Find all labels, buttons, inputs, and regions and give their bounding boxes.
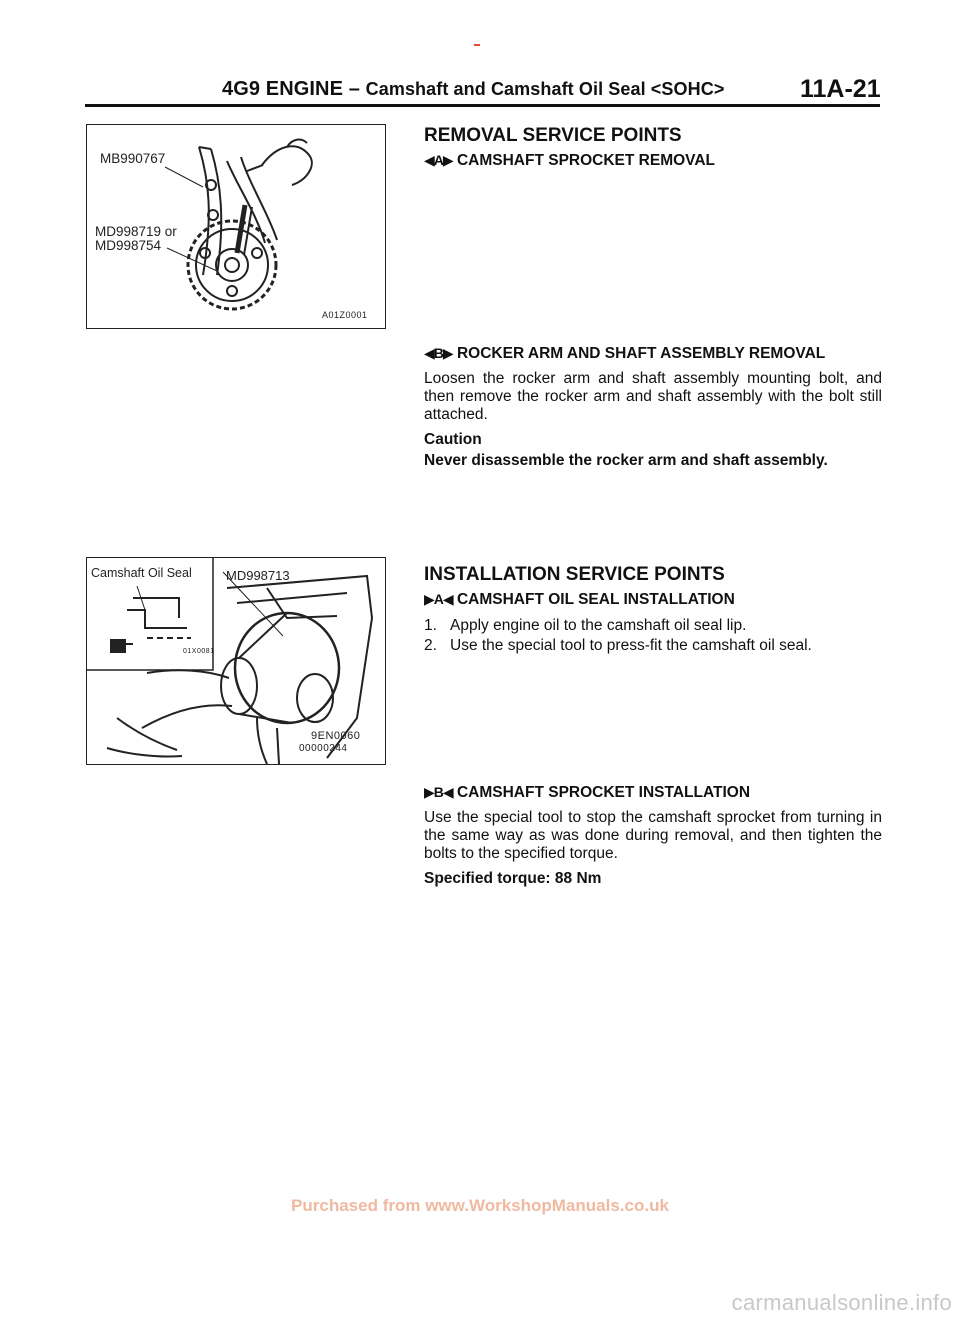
- site-watermark: carmanualsonline.info: [731, 1290, 952, 1315]
- specified-torque: Specified torque: 88 Nm: [424, 870, 602, 887]
- step-text: Use the special tool to press-fit the camshaft oil seal.: [450, 637, 812, 654]
- installation-step: [424, 617, 746, 635]
- installation-a-text: CAMSHAFT OIL SEAL INSTALLATION: [456, 591, 735, 608]
- caution-text: Never disassemble the rocker arm and shaft assembly.: [424, 452, 828, 469]
- removal-a-title: [424, 152, 715, 170]
- header-subtitle: Camshaft and Camshaft Oil Seal <SOHC>: [365, 79, 725, 99]
- figure1-tool-b-label-line2: MD998754: [95, 238, 162, 253]
- removal-b-title: [424, 345, 825, 363]
- caution-label: Caution: [424, 431, 482, 448]
- figure2-tool-label: MD998713: [226, 568, 290, 583]
- header-separator: –: [348, 78, 360, 100]
- installation-a-title: [424, 591, 735, 609]
- page-header-title: [222, 78, 724, 101]
- figure2-code-line1: 9EN0060: [311, 730, 361, 742]
- figure2-inset-code: 01X0081: [183, 648, 215, 655]
- installation-a-marker: ▶A◀: [424, 591, 453, 607]
- header-mark: [474, 44, 480, 46]
- removal-b-paragraph: Loosen the rocker arm and shaft assembly mounting bolt, and then remove the rocker arm and shaft assembly with the bolt still attached.: [424, 370, 882, 423]
- figure2-code-line2: 00000244: [299, 743, 348, 754]
- removal-b-marker: ◀B▶: [424, 345, 453, 361]
- step-text: Apply engine oil to the camshaft oil seal lip.: [450, 617, 747, 634]
- step-number: 2.: [424, 637, 437, 654]
- figure1-tool-a-label: MB990767: [100, 151, 166, 166]
- installation-b-marker: ▶B◀: [424, 784, 453, 800]
- figure-sprocket-removal: [86, 124, 386, 329]
- step-number: 1.: [424, 617, 437, 634]
- figure1-tool-b-label-line1: MD998719 or: [95, 224, 177, 239]
- removal-a-marker: ◀A▶: [424, 152, 453, 168]
- purchase-footer-link[interactable]: Purchased from www.WorkshopManuals.co.uk: [291, 1196, 669, 1215]
- engine-name: 4G9 ENGINE: [222, 78, 344, 100]
- installation-b-paragraph: Use the special tool to stop the camshaft sprocket from turning in the same way as was done during removal, and then tighten the bolts to the specified torque.: [424, 809, 882, 862]
- figure2-seal-label: Camshaft Oil Seal: [91, 566, 192, 580]
- figure-oil-seal-installation: [86, 557, 386, 765]
- installation-step: [424, 637, 812, 655]
- removal-heading: REMOVAL SERVICE POINTS: [424, 125, 682, 146]
- header-rule: [85, 104, 880, 107]
- figure1-code: A01Z0001: [322, 310, 368, 320]
- removal-b-text: ROCKER ARM AND SHAFT ASSEMBLY REMOVAL: [456, 345, 826, 362]
- removal-a-text: CAMSHAFT SPROCKET REMOVAL: [456, 152, 716, 169]
- page-number: 11A-21: [800, 75, 881, 103]
- installation-heading: INSTALLATION SERVICE POINTS: [424, 564, 725, 585]
- installation-b-title: [424, 784, 750, 802]
- installation-b-text: CAMSHAFT SPROCKET INSTALLATION: [456, 784, 751, 801]
